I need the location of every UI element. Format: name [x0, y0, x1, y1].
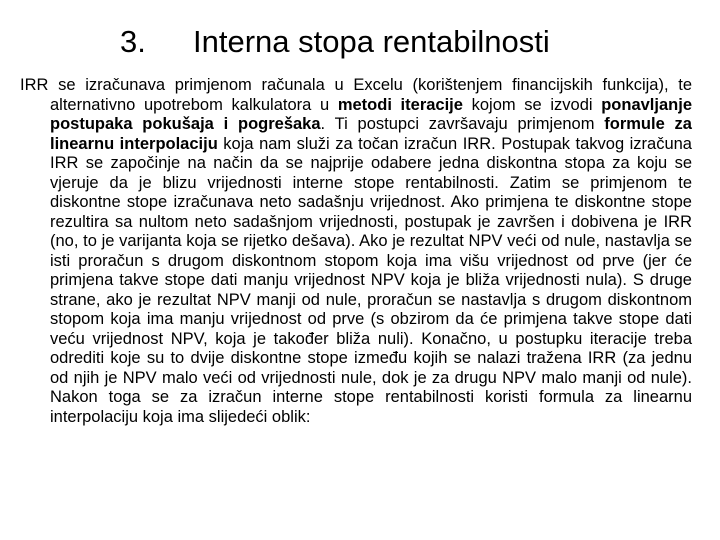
paragraph-text: kojom se izvodi	[462, 95, 602, 114]
bold-term-linear-interpolation: formule za linearnu interpolaciju	[50, 115, 692, 153]
body-paragraph	[20, 76, 692, 427]
bold-term-trial-and-error: ponavljanje postupaka pokušaja i pogrešaka	[50, 95, 692, 133]
paragraph-text: IRR se izračunava primjenom računala u Excelu (korištenjem financijskih funkcija), te alternativno upotrebom kalkulatora u	[20, 76, 692, 114]
slide-number: 3.	[120, 24, 146, 59]
slide-title-text: Interna stopa rentabilnosti	[193, 24, 550, 59]
paragraph-text: . Ti postupci završavaju primjenom	[320, 115, 605, 133]
slide-title	[0, 20, 720, 64]
bold-term-iteration-method: metodi iteracije	[337, 95, 463, 114]
paragraph-text: koja nam služi za točan izračun IRR. Postupak takvog izračuna IRR se započinje na način da se najprije odabere jedna diskontna stopa za koju se vjeruje da je blizu vrijednosti interne stope rentabilnosti. Zatim se primjenom te diskontne stope izračunava neto sadašnju vrijednost. Ako primjena te diskontne stope rezultira sa nultom neto sadašnjom vrijednosti, postupak je završen i dobivena je IRR (no, to je varijanta koja se rijetko dešava). Ako je rezultat NPV veći od nule, nastavlja se isti proračun s drugom diskontnom stopom koja ima višu vrijednost od prve (jer će primjena takve stope dati manju vrijednost NPV koja je bliža vrijednosti nula). S druge strane, ako je rezultat NPV manji od nule, proračun se nastavlja s drugom diskontnom stopom koja ima manju vrijednost od prve (s obzirom da će primjena takve stope dati veću vrijednost NPV, koja je također bliža nuli). Konačno, u postupku iteracije treba odrediti koje su to dvije diskontne stope između kojih se nalazi tražena IRR (za jednu od njih je NPV malo veći od vrijednosti nule, dok je za drugu NPV malo manji od nule). Nakon toga se za izračun interne stope rentabilnosti koristi formula za linearnu interpolaciju koja ima slijedeći oblik:	[50, 134, 692, 426]
